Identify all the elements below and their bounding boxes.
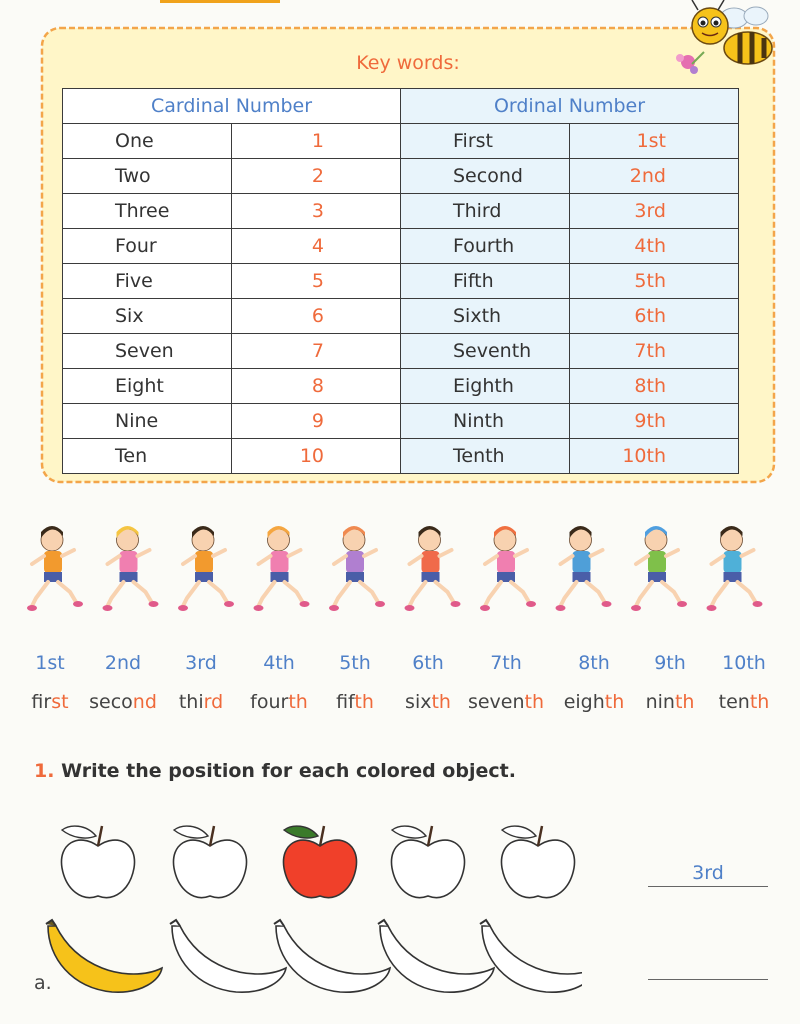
ordinal-word xyxy=(179,691,223,713)
cardinal-numeral: 1 xyxy=(232,124,401,159)
item-a-label: a. xyxy=(34,972,52,994)
exercise-text: Write the position for each colored object. xyxy=(61,760,516,782)
apple-row xyxy=(58,818,578,904)
cardinal-numeral: 5 xyxy=(232,264,401,299)
ordinal-abbr: 9th xyxy=(654,652,686,674)
word-suffix: th xyxy=(354,691,374,713)
word-stem: six xyxy=(405,691,432,713)
ordinal-word: Ninth xyxy=(401,404,570,439)
cardinal-numeral: 2 xyxy=(232,159,401,194)
apple-outline xyxy=(173,826,246,898)
word-stem: ten xyxy=(718,691,750,713)
table-row xyxy=(63,299,739,334)
ordinal-words-row xyxy=(0,691,800,717)
apple-colored xyxy=(283,826,356,898)
cardinal-numeral: 7 xyxy=(232,334,401,369)
cardinal-word: One xyxy=(63,124,232,159)
ordinal-word xyxy=(468,691,544,713)
cardinal-header: Cardinal Number xyxy=(63,89,401,124)
word-suffix: th xyxy=(604,691,625,713)
cardinal-word: Two xyxy=(63,159,232,194)
key-words-card xyxy=(36,22,780,488)
exercise-instruction xyxy=(34,760,516,782)
ordinal-word: Tenth xyxy=(401,439,570,474)
word-suffix: rd xyxy=(203,691,224,713)
running-children-illustration xyxy=(10,520,790,620)
word-stem: fir xyxy=(31,691,52,713)
cardinal-word: Eight xyxy=(63,369,232,404)
running-child-8 xyxy=(556,526,612,611)
table-row xyxy=(63,229,739,264)
banana-row xyxy=(42,918,582,998)
item-a-answer-line[interactable] xyxy=(648,978,768,980)
table-row xyxy=(63,264,739,299)
ordinal-numeral: 5th xyxy=(570,264,739,299)
word-suffix: st xyxy=(51,691,69,713)
cardinal-word: Five xyxy=(63,264,232,299)
cardinal-word: Nine xyxy=(63,404,232,439)
table-header-row xyxy=(63,89,739,124)
ordinal-abbr: 8th xyxy=(578,652,610,674)
ordinal-word: Eighth xyxy=(401,369,570,404)
apple-outline xyxy=(391,826,464,898)
ordinal-abbr: 10th xyxy=(722,652,766,674)
ordinal-abbr: 5th xyxy=(339,652,371,674)
exercise-number: 1. xyxy=(34,760,55,782)
ordinal-word xyxy=(89,691,157,713)
ordinal-word: Fourth xyxy=(401,229,570,264)
apple-outline xyxy=(61,826,134,898)
ordinal-numeral: 1st xyxy=(570,124,739,159)
ordinal-word xyxy=(336,691,374,713)
ordinal-numeral: 8th xyxy=(570,369,739,404)
ordinal-numeral: 7th xyxy=(570,334,739,369)
running-child-10 xyxy=(707,526,763,611)
cardinal-word: Three xyxy=(63,194,232,229)
ordinal-numeral: 3rd xyxy=(570,194,739,229)
cardinal-word: Four xyxy=(63,229,232,264)
table-row xyxy=(63,159,739,194)
ordinal-header: Ordinal Number xyxy=(401,89,739,124)
ordinal-word xyxy=(31,691,68,713)
ordinal-numeral: 2nd xyxy=(570,159,739,194)
ordinal-abbr: 4th xyxy=(263,652,295,674)
number-table xyxy=(62,88,739,474)
ordinal-word: First xyxy=(401,124,570,159)
cardinal-numeral: 8 xyxy=(232,369,401,404)
ordinal-abbr: 2nd xyxy=(104,652,142,674)
ordinal-abbr: 6th xyxy=(412,652,444,674)
table-row xyxy=(63,404,739,439)
word-suffix: th xyxy=(288,691,308,713)
cardinal-numeral: 3 xyxy=(232,194,401,229)
word-stem: four xyxy=(250,691,289,713)
ordinal-abbr: 7th xyxy=(490,652,522,674)
cardinal-numeral: 10 xyxy=(232,439,401,474)
running-child-7 xyxy=(480,526,536,611)
ordinal-word: Sixth xyxy=(401,299,570,334)
running-child-9 xyxy=(631,526,687,611)
table-row xyxy=(63,124,739,159)
ordinal-numeral: 9th xyxy=(570,404,739,439)
table-row xyxy=(63,334,739,369)
ordinal-word xyxy=(405,691,451,713)
banana-outline xyxy=(378,920,494,992)
word-suffix: th xyxy=(749,691,770,713)
ordinal-word: Third xyxy=(401,194,570,229)
running-child-4 xyxy=(254,526,310,611)
ordinal-word: Seventh xyxy=(401,334,570,369)
cardinal-numeral: 9 xyxy=(232,404,401,439)
running-child-3 xyxy=(178,526,234,611)
word-stem: thi xyxy=(178,691,204,713)
word-stem: nin xyxy=(645,691,675,713)
cardinal-word: Ten xyxy=(63,439,232,474)
banana-colored xyxy=(46,920,162,992)
key-words-title: Key words: xyxy=(356,52,460,74)
example-answer-line[interactable]: 3rd xyxy=(648,862,768,887)
running-child-5 xyxy=(329,526,385,611)
ordinal-numeral: 4th xyxy=(570,229,739,264)
apple-outline xyxy=(501,826,574,898)
ordinal-word xyxy=(719,691,770,713)
cardinal-numeral: 4 xyxy=(232,229,401,264)
word-stem: seco xyxy=(89,691,133,713)
ordinal-abbreviations-row xyxy=(0,652,800,678)
bee-icon xyxy=(670,0,780,90)
word-suffix: th xyxy=(431,691,451,713)
cardinal-numeral: 6 xyxy=(232,299,401,334)
word-stem: eigh xyxy=(563,691,605,713)
table-row xyxy=(63,194,739,229)
ordinal-abbr: 3rd xyxy=(185,652,217,674)
cardinal-word: Six xyxy=(63,299,232,334)
table-row xyxy=(63,439,739,474)
ordinal-word xyxy=(564,691,625,713)
word-suffix: th xyxy=(524,691,545,713)
word-suffix: th xyxy=(674,691,695,713)
running-child-1 xyxy=(27,526,83,611)
ordinal-abbr: 1st xyxy=(35,652,65,674)
ordinal-numeral: 10th xyxy=(570,439,739,474)
ordinal-word: Fifth xyxy=(401,264,570,299)
word-suffix: nd xyxy=(132,691,157,713)
top-color-bar xyxy=(160,0,280,3)
ordinal-word xyxy=(250,691,308,713)
running-child-6 xyxy=(405,526,461,611)
running-child-2 xyxy=(103,526,159,611)
banana-outline xyxy=(170,920,286,992)
table-row xyxy=(63,369,739,404)
banana-outline xyxy=(274,920,390,992)
ordinal-word: Second xyxy=(401,159,570,194)
word-stem: seven xyxy=(467,691,525,713)
cardinal-word: Seven xyxy=(63,334,232,369)
banana-outline xyxy=(480,920,582,992)
ordinal-word xyxy=(646,691,695,713)
ordinal-numeral: 6th xyxy=(570,299,739,334)
word-stem: fif xyxy=(336,691,355,713)
